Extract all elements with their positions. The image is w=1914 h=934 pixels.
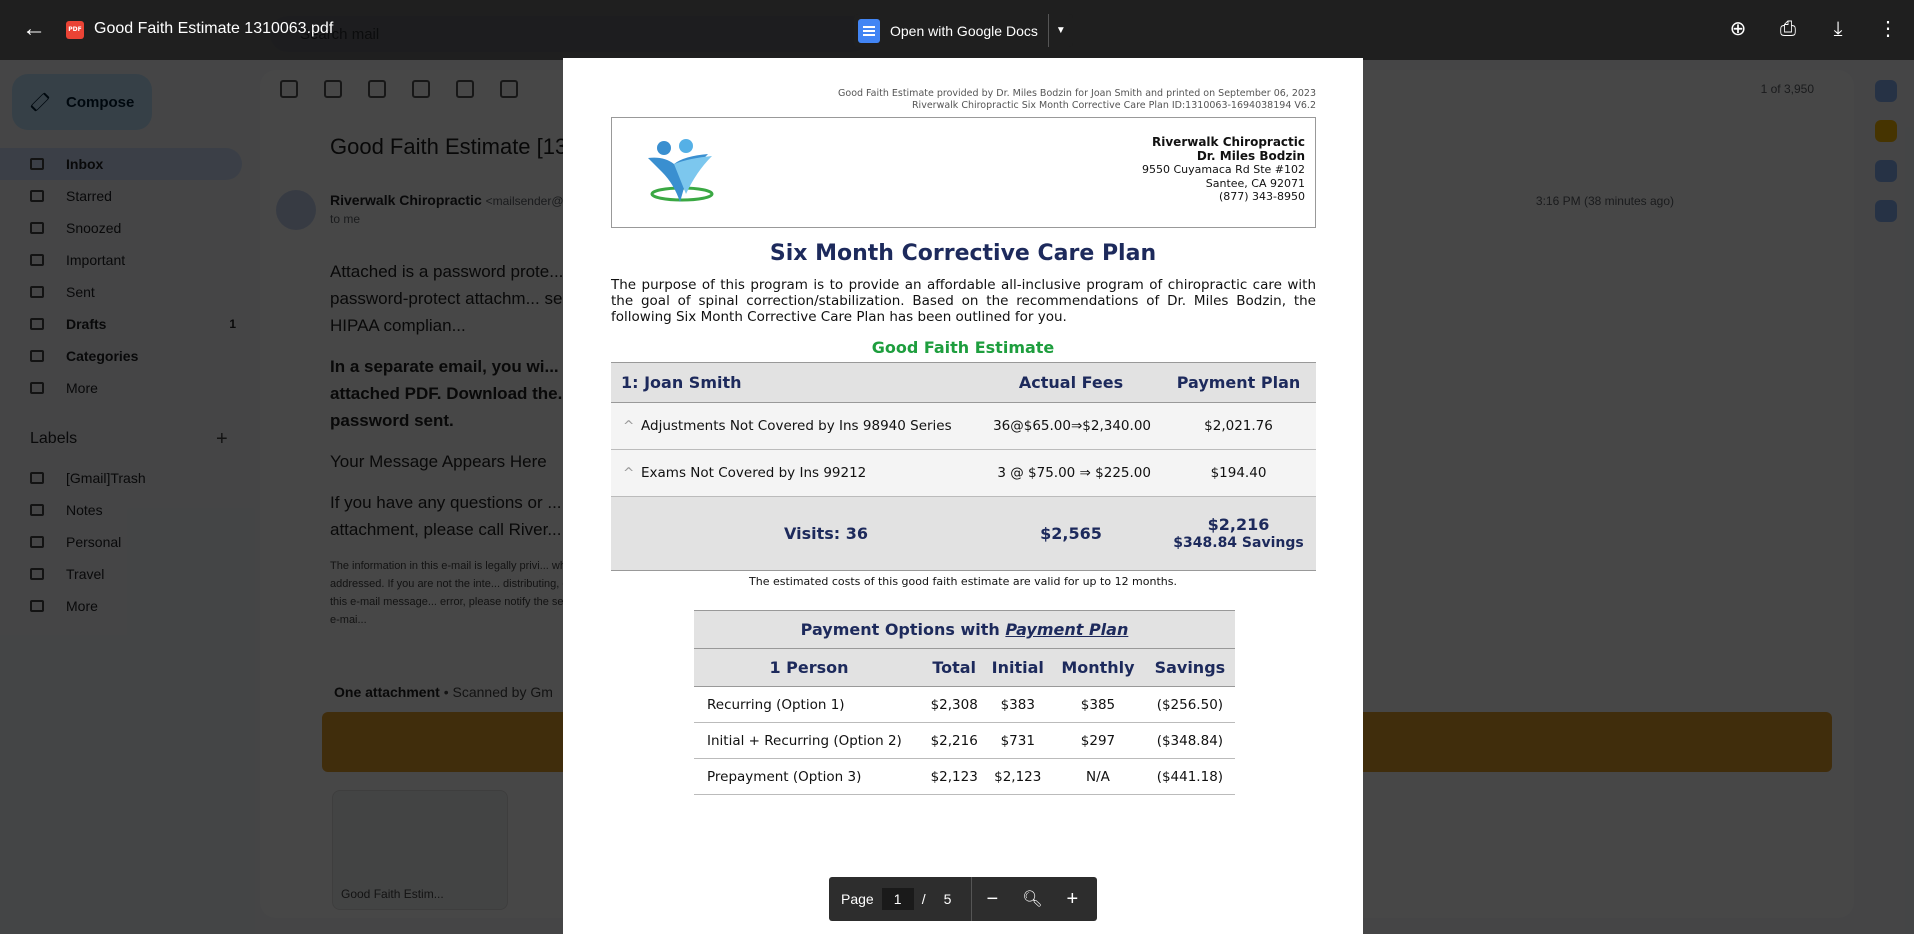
purpose-text: The purpose of this program is to provide an affordable all-inclusive program of chiropractic care with the goal of spinal correction/stabilization. Based on the recommendations of Dr. Miles Bodzin, the following Six Month Corrective Care Plan has been outlined for you. — [611, 277, 1316, 325]
service-plan: $194.40 — [1161, 450, 1316, 497]
service-fees: 3 @ $75.00 ⇒ $225.00 — [981, 450, 1161, 497]
add-to-drive-icon[interactable]: ⊕ — [1729, 18, 1747, 40]
google-docs-icon — [858, 19, 880, 43]
total-pages: 5 — [943, 891, 952, 907]
plan-total — [1161, 497, 1316, 571]
download-icon[interactable]: ⤓ — [1833, 18, 1843, 40]
option-monthly: $297 — [1051, 723, 1145, 759]
page-zoom-control — [829, 877, 1097, 921]
plan-title: Six Month Corrective Care Plan — [769, 241, 1157, 266]
caption-emphasis: Payment Plan — [1005, 620, 1129, 639]
option-savings: ($256.50) — [1145, 687, 1235, 723]
print-icon[interactable]: ⎙ — [1780, 18, 1796, 40]
plan-total-value: $2,216 — [1207, 514, 1270, 534]
zoom-in-icon[interactable]: + — [1066, 887, 1079, 910]
plan-savings: $348.84 Savings — [1173, 534, 1304, 551]
visits-total: Visits: 36 — [611, 497, 981, 571]
fees-total: $2,565 — [981, 497, 1161, 571]
expand-caret-icon[interactable]: ^ — [611, 450, 641, 497]
clinic-phone: (877) 343-8950 — [1218, 190, 1305, 203]
clinic-city: Santee, CA 92071 — [1205, 176, 1305, 190]
service-plan: $2,021.76 — [1161, 403, 1316, 450]
service-desc: Exams Not Covered by Ins 99212 — [641, 450, 981, 497]
service-desc: Adjustments Not Covered by Ins 98940 Series — [641, 403, 981, 450]
clinic-box — [611, 117, 1316, 228]
col-header: Initial — [984, 649, 1051, 687]
option-initial: $2,123 — [984, 759, 1051, 795]
clinic-logo — [634, 136, 730, 212]
option-savings: ($441.18) — [1145, 759, 1235, 795]
plan-header: Payment Plan — [1161, 363, 1316, 403]
payment-caption — [694, 611, 1235, 649]
more-vert-icon[interactable]: ⋮ — [1878, 18, 1898, 40]
clinic-info — [1142, 136, 1305, 204]
viewer-top-bar — [0, 0, 1914, 60]
col-header: Monthly — [1051, 649, 1145, 687]
option-name: Recurring (Option 1) — [694, 687, 924, 723]
payment-row — [694, 687, 1235, 723]
page-separator: / — [921, 891, 926, 907]
option-monthly: $385 — [1051, 687, 1145, 723]
option-initial: $383 — [984, 687, 1051, 723]
col-header: Savings — [1145, 649, 1235, 687]
file-title: Good Faith Estimate 1310063.pdf — [94, 20, 334, 37]
viewer-actions — [1726, 16, 1900, 42]
estimate-total-row — [611, 497, 1316, 571]
chevron-down-icon[interactable]: ▼ — [1055, 25, 1066, 36]
pdf-page — [563, 58, 1363, 934]
payment-header-row — [694, 649, 1235, 687]
col-header: Total — [924, 649, 984, 687]
open-with-label: Open with Google Docs — [890, 22, 1038, 39]
clinic-address: 9550 Cuyamaca Rd Ste #102 — [1141, 163, 1305, 176]
page-number-input[interactable] — [882, 888, 914, 910]
option-name: Prepayment (Option 3) — [694, 759, 924, 795]
expand-caret-icon[interactable]: ^ — [611, 403, 641, 450]
option-total: $2,216 — [924, 723, 984, 759]
patient-header: 1: Joan Smith — [611, 363, 981, 403]
caption-prefix: Payment Options with — [800, 620, 1000, 639]
header-line: Riverwalk Chiropractic Six Month Corrective Care Plan ID:1310063-1694038194 V6.2 — [911, 100, 1316, 111]
zoom-out-icon[interactable]: − — [986, 887, 999, 910]
gfe-heading: Good Faith Estimate — [871, 338, 1055, 357]
estimate-row — [611, 450, 1316, 497]
payment-row — [694, 723, 1235, 759]
option-total: $2,123 — [924, 759, 984, 795]
doctor-name: Dr. Miles Bodzin — [1196, 148, 1305, 163]
fees-header: Actual Fees — [981, 363, 1161, 403]
clinic-name: Riverwalk Chiropractic — [1152, 135, 1305, 149]
payment-options-table — [694, 610, 1235, 795]
page-label: Page — [841, 891, 874, 907]
option-savings: ($348.84) — [1145, 723, 1235, 759]
estimate-header-row — [611, 363, 1316, 403]
estimate-table — [611, 362, 1316, 571]
payment-row — [694, 759, 1235, 795]
open-with-button[interactable] — [854, 14, 1073, 47]
open-with-google-docs-button[interactable] — [854, 14, 1048, 47]
option-initial: $731 — [984, 723, 1051, 759]
payment-caption-row — [694, 611, 1235, 649]
option-name: Initial + Recurring (Option 2) — [694, 723, 924, 759]
validity-note: The estimated costs of this good faith estimate are valid for up to 12 months. — [749, 575, 1177, 588]
option-monthly: N/A — [1051, 759, 1145, 795]
pdf-file-icon: PDF — [66, 21, 84, 39]
pdf-header-note — [838, 88, 1316, 112]
option-total: $2,308 — [924, 687, 984, 723]
back-arrow-icon[interactable]: ← — [22, 15, 46, 42]
estimate-row — [611, 403, 1316, 450]
col-header: 1 Person — [694, 649, 924, 687]
header-line: Good Faith Estimate provided by Dr. Miles Bodzin for Joan Smith and printed on September 06, 2023 — [838, 88, 1316, 99]
service-fees: 36@$65.00⇒$2,340.00 — [981, 403, 1161, 450]
zoom-icon[interactable]: 🔍︎ — [1022, 891, 1043, 908]
